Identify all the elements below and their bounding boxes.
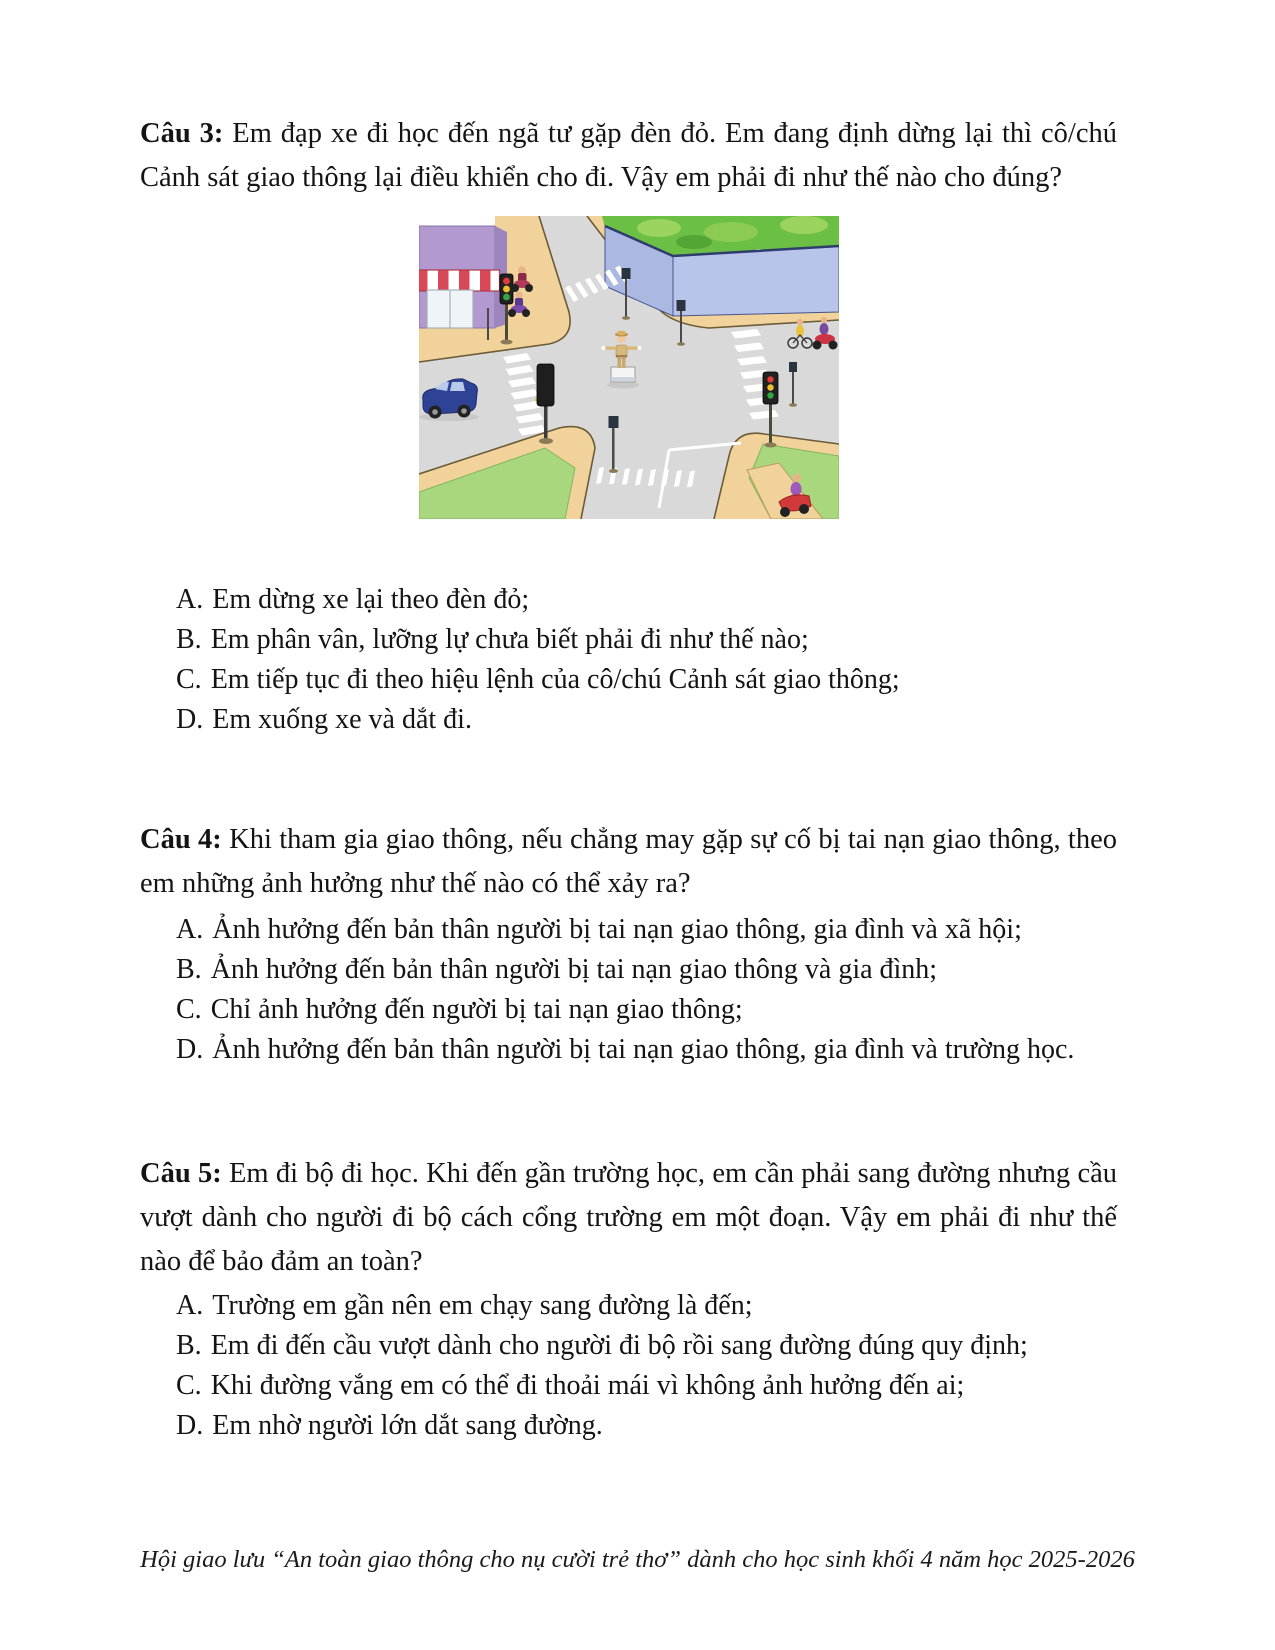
question-5 — [140, 1152, 1117, 1446]
question-3 — [140, 112, 1117, 740]
option-c: C. Khi đường vắng em có thể đi thoải mái vì không ảnh hưởng đến ai; — [176, 1370, 965, 1401]
question-3-text — [140, 112, 1117, 200]
option-b: B. Em đi đến cầu vượt dành cho người đi bộ rồi sang đường đúng quy định; — [176, 1330, 1028, 1361]
option-b: B. Em phân vân, lưỡng lự chưa biết phải đi như thế nào; — [176, 624, 809, 655]
question-3-body: Em đạp xe đi học đến ngã tư gặp đèn đỏ. Em đang định dừng lại thì cô/chú Cảnh sát giao thông lại điều khiển cho đi. Vậy em phải đi như thế nào cho đúng? — [140, 118, 1117, 193]
question-4-body: Khi tham gia giao thông, nếu chẳng may gặp sự cố bị tai nạn giao thông, theo em những ảnh hưởng như thế nào có thể xảy ra? — [140, 824, 1117, 899]
pole — [487, 308, 489, 340]
question-4-label: Câu 4: — [140, 824, 222, 855]
blue-wall-right-face — [673, 246, 839, 316]
question-3-figure — [419, 216, 839, 524]
worksheet-content — [140, 0, 1117, 1446]
hedge-highlight — [637, 219, 681, 237]
hedge-shadow — [676, 235, 712, 249]
traffic-intersection-illustration — [419, 216, 839, 519]
option-d: D. Em xuống xe và dắt đi. — [176, 704, 472, 735]
option-c: C. Em tiếp tục đi theo hiệu lệnh của cô/chú Cảnh sát giao thông; — [176, 664, 900, 695]
hedge-highlight — [704, 222, 758, 242]
question-3-options — [140, 580, 1117, 740]
option-d: D. Ảnh hưởng đến bản thân người bị tai nạn giao thông, gia đình và trường học. — [176, 1034, 1075, 1065]
question-5-options — [140, 1286, 1117, 1446]
question-5-text — [140, 1152, 1117, 1284]
awning — [419, 270, 500, 291]
page-footer: Hội giao lưu “An toàn giao thông cho nụ cười trẻ thơ” dành cho học sinh khối 4 năm học 2025-2026 — [140, 1546, 1135, 1573]
option-c: C. Chỉ ảnh hưởng đến người bị tai nạn giao thông; — [176, 994, 743, 1025]
option-b: B. Ảnh hưởng đến bản thân người bị tai nạn giao thông và gia đình; — [176, 954, 938, 985]
option-a: A. Em dừng xe lại theo đèn đỏ; — [176, 584, 530, 615]
question-4-options — [140, 910, 1117, 1070]
question-5-label: Câu 5: — [140, 1158, 222, 1189]
question-4 — [140, 818, 1117, 1070]
hedge-highlight — [780, 216, 828, 234]
question-4-text — [140, 818, 1117, 906]
option-a: A. Trường em gần nên em chạy sang đường là đến; — [176, 1290, 753, 1321]
option-a: A. Ảnh hưởng đến bản thân người bị tai nạn giao thông, gia đình và xã hội; — [176, 914, 1022, 945]
option-d: D. Em nhờ người lớn dắt sang đường. — [176, 1410, 603, 1441]
question-5-body: Em đi bộ đi học. Khi đến gần trường học, em cần phải sang đường nhưng cầu vượt dành cho người đi bộ cách cổng trường em một đoạn. Vậy em phải đi như thế nào để bảo đảm an toàn? — [140, 1158, 1117, 1277]
question-3-label: Câu 3: — [140, 118, 224, 149]
